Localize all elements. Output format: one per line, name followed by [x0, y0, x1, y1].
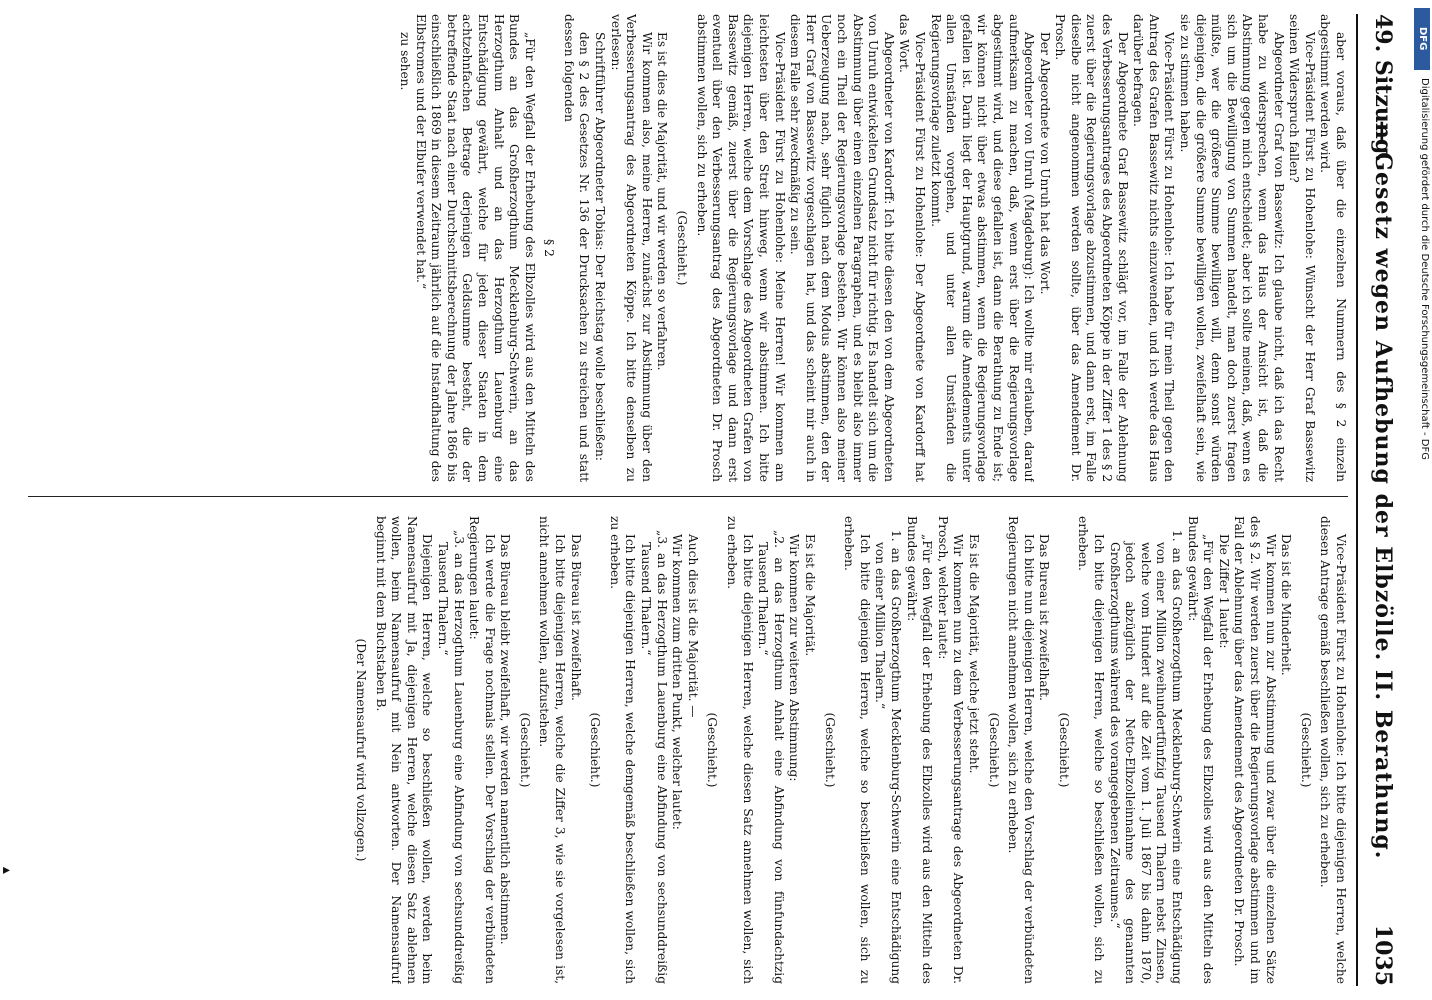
- digitization-credit: Digitalisierung gefördert durch die Deutsche Forschungsgemeinschaft - DFG: [1419, 78, 1430, 461]
- paragraph: zu sehen.: [397, 32, 412, 91]
- paragraph: Abgeordneter von Kardorff: Ich bitte diesen den von dem Abgeordneten von Unruh entwickelten Grundsatz nicht für richtig. Es handelt sich um die Abstimmung über einen einzelnen Paragraphen, und es bleibt also immer noch ein Theil der Regierungsvorlage bestehen. Wir können also meiner Ueberzeugung nach, sehr füglich nach dem Modus abstimmen, den der Herr Graf von Bassewitz vorgeschlagen hat, und das scheint mir auch in diesem Falle sehr zweckmäßig zu sein.: [788, 14, 896, 482]
- paragraph: „Für den Wegfall der Erhebung des Elbzolles wird aus den Mitteln des Bundes gewährt:: [904, 516, 935, 984]
- document-page: [10, 0, 1410, 1000]
- paragraph: Ich bitte diejenigen Herren, welche so beschließen wollen, sich zu erheben.: [842, 516, 872, 984]
- paragraph: Das Büreau ist zweifelhaft.: [568, 534, 583, 701]
- paragraph: „3. an das Herzogthum Lauenburg eine Abfindung von sechsunddreißig Tausend Thalern.“: [639, 530, 669, 984]
- paragraph: Vice-Präsident Fürst zu Hohenlohe: Ich bitte diejenigen Herren, welche diesen Antrage gemäß beschließen wollen, sich zu erheben.: [1318, 516, 1348, 984]
- remark: § 2: [542, 239, 557, 257]
- paragraph: Ich werde die Frage nochmals stellen. Der Vorschlag der verbündeten Regierungen lautet:: [467, 516, 497, 984]
- paragraph: Es ist die Majorität.: [803, 534, 817, 657]
- paragraph: Das Büreau bleibt zweifelhaft, wir werden namentlich abstimmen.: [498, 534, 513, 945]
- paragraph: Der Abgeordnete von Unruh hat das Wort.: [1037, 32, 1052, 295]
- paragraph: Auch dies ist die Majorität. —: [685, 534, 700, 718]
- paragraph: aber voraus, daß über die einzelnen Nummern des § 2 einzeln abgestimmt werden wird.: [1318, 14, 1348, 482]
- paragraph: Vice-Präsident Fürst zu Hohenlohe: Der Abgeordnete von Kardorff hat das Wort.: [897, 14, 927, 482]
- remark: (Geschieht.): [517, 712, 532, 788]
- paragraph: Ich bitte nun diejenigen Herren, welche den Vorschlag der verbündeten Regierungen nicht annehmen wollen, sich zu erheben.: [1006, 516, 1036, 984]
- paragraph: Abgeordneter von Unruh (Magdeburg): Ich wollte mir erlauben, darauf aufmerksam zu machen, daß, wenn erst über die Regierungsvorlage abgestimmt wird, und diese gefallen ist, dann die Berathung zu Ende ist; wir können nicht über etwas abstimmen, wenn die Regierungsvorlage gefallen ist. Darin liegt der Hauptgrund, warum die Amendements unter allen Umständen vorgehen, und unter allen Umständen die Regierungsvorlage zuletzt kommt.: [928, 14, 1037, 482]
- remark: (Geschieht.): [675, 210, 690, 286]
- paragraph: Abgeordneter Graf von Bassewitz: Ich glaube nicht, daß ich das Recht habe zu widersprechen, wenn das Haus der Ansicht ist, daß die Abstimmung gegen mich entscheidet; aber ich sollte meinen, daß, wenn es sich um die Bewilligung von Summen handelt, man doch zuerst fragen müßte, wer die größere Summe bewilligen will, denn sonst würden diejenigen, die die größere Summe bewilligen wollen, zweifelhaft sein, wie sie zu stimmen haben.: [1178, 14, 1286, 482]
- paragraph: Ich bitte diejenigen Herren, welche die Ziffer 3, wie sie vorgelesen ist, nicht annehmen wollen, aufzustehen.: [537, 516, 568, 984]
- paragraph: Vice-Präsident Fürst zu Hohenlohe: Wünscht der Herr Graf Bassewitz seinen Widerspruch fallen?: [1287, 14, 1317, 482]
- remark: (Geschieht.): [986, 712, 1001, 788]
- page-number: 1035: [1370, 924, 1396, 986]
- paragraph: Der Abgeordnete Graf Bassewitz schlägt vor, im Falle der Ablehnung des Verbesserungsantrages des Abgeordneten Köppe in der Ziffer 1 des § 2 zuerst über die Regierungsvorlage abzustimmen, und dann erst, im Falle dieselbe nicht angenommen werden sollte, über das Amendement Dr. Prosch.: [1053, 14, 1130, 482]
- text-column-left: [18, 14, 1348, 482]
- paragraph: Vice-Präsident Fürst zu Hohenlohe: Meine Herren! Wir kommen am leichtesten über den Streit hinweg, wenn wir abstimmen. Ich bitte diejenigen Herren, welche dem Vorschlage des Abgeordneten Grafen von Bassewitz gemäß, zuerst über die Regierungsvorlage und dann erst eventuell über den Verbesserungsantrag des Abgeordneten Dr. Prosch abstimmen wollen, sich zu erheben.: [694, 14, 787, 482]
- paragraph: Wir kommen zur weiteren Abstimmung:: [787, 534, 802, 782]
- paragraph: „Für den Wegfall der Erhebung des Elbzolles wird aus den Mitteln des Bundes an das Großherzogthum Mecklenburg-Schwerin, an das Herzogthum Anhalt und an das Herzogthum Lauenburg eine Entschädigung gewährt, welche für jeden dieser Staaten in dem achtzehnfachen Betrage derjenigen Geldsumme besteht, die der betreffende Staat nach einer Durchschnittsberechnung der Jahre 1866 bis einschließlich 1869 in diesem Zeitraum jährlich auf die Instandhaltung des Elbstromes und der Elbufer verwendet hat.“: [413, 14, 537, 482]
- paragraph: Ich bitte diejenigen Herren, welche diesen Satz annehmen wollen, sich zu erheben.: [725, 516, 755, 984]
- paragraph: den § 2 des Gesetzes Nr. 136 der Drucksachen zu streichen und statt dessen folgenden: [561, 14, 592, 482]
- text-column-right: [18, 516, 1348, 984]
- paragraph: Es ist die Majorität, welche jetzt steht.: [966, 534, 981, 774]
- remark: (Geschieht.): [1298, 712, 1313, 788]
- paragraph: Wir kommen also, meine Herren, zunächst zur Abstimmung über den Verbesserungsantrag des Abgeordneten Köppe. Ich bitte denselben zu verlesen:: [608, 14, 654, 482]
- paragraph: Ich bitte diejenigen Herren, welche so beschließen wollen, sich zu erheben.: [1076, 516, 1107, 984]
- paragraph: Das ist die Minderheit.: [1279, 534, 1294, 676]
- paragraph: Die Ziffer 1 lautet:: [1216, 534, 1231, 649]
- column-divider: [28, 496, 1348, 497]
- remark: (Geschieht.): [1056, 712, 1071, 788]
- session-label: 49. Sitzung.: [1370, 14, 1396, 162]
- paragraph: Wir kommen zum dritten Punkt, welcher lautet:: [670, 534, 685, 830]
- remark: (Geschieht.): [588, 712, 603, 788]
- paragraph: 1. an das Großherzogthum Mecklenburg-Schwerin eine Entschädigung von einer Million Thalern.“: [873, 530, 903, 984]
- page-title: — Gesetz wegen Aufhebung der Elbzölle. II. Berathung.: [1370, 120, 1396, 860]
- paragraph: Wir kommen nun zu dem Verbesserungsantrage des Abgeordneten Dr. Prosch, welcher lautet:: [935, 516, 966, 984]
- paragraph: Ich bitte diejenigen Herren, welche demgemäß beschließen wollen, sich zu erheben.: [607, 516, 638, 984]
- paragraph: Vice-Präsident Fürst zu Hohenlohe: Ich habe für mein Theil gegen den Antrag des Grafen Bassewitz nichts einzuwenden, und ich werde das Haus darüber befragen.: [1131, 14, 1177, 482]
- page-header: [1356, 14, 1402, 986]
- paragraph: „2. an das Herzogthum Anhalt eine Abfindung von fünfundachtzig Tausend Thalern.“: [756, 530, 786, 984]
- dfg-logo: DFG: [1414, 8, 1430, 70]
- paragraph: „Für den Wegfall der Erhebung des Elbzolles wird aus den Mitteln des Bundes gewährt:: [1185, 516, 1216, 984]
- paragraph: „3. an das Herzogthum Lauenburg eine Abfindung von sechsunddreißig Tausend Thalern.“: [435, 530, 466, 984]
- remark: (Geschieht.): [822, 712, 837, 788]
- paragraph: Diejenigen Herren, welche so beschließen wollen, werden beim Namensaufruf mit Ja, diejenigen Herren, welche diesen Satz ablehnen wollen, beim Namensaufruf mit Nein antworten. Der Namensaufruf beginnt mit dem Buchstaben B.: [373, 516, 435, 984]
- margin-mark: ▸: [3, 862, 11, 878]
- paragraph: 1. an das Großherzogthum Mecklenburg-Schwerin eine Entschädigung von einer Million zweihundertfünfzig Tausend Thalern nebst Zinsen, welche vom Hundert auf die Zeit vom 1. Juli 1867 bis dahin 1870, jedoch abzüglich der Netto-Elbzolleinnahme des genannten Großherzogthums während des vorangegebenen Zeitraumes.“: [1107, 530, 1185, 984]
- remark: (Geschieht.): [705, 712, 720, 788]
- paragraph: Schriftführer Abgeordneter Tobias: Der Reichstag wolle beschließen:: [593, 32, 608, 461]
- paragraph: Das Bureau ist zweifelhaft.: [1037, 534, 1052, 701]
- paragraph: Es ist dies die Majorität, und wir werden so verfahren.: [655, 32, 670, 371]
- paragraph: Wir kommen nun zur Abstimmung und zwar über die einzelnen Sätze des § 2. Wir werden zuerst über die Regierungsvorlage abstimmen und im Fall der Ablehnung über das Amendement des Abgeordneten Dr. Prosch.: [1232, 516, 1278, 984]
- remark: (Der Namensaufruf wird vollzogen.): [353, 638, 368, 862]
